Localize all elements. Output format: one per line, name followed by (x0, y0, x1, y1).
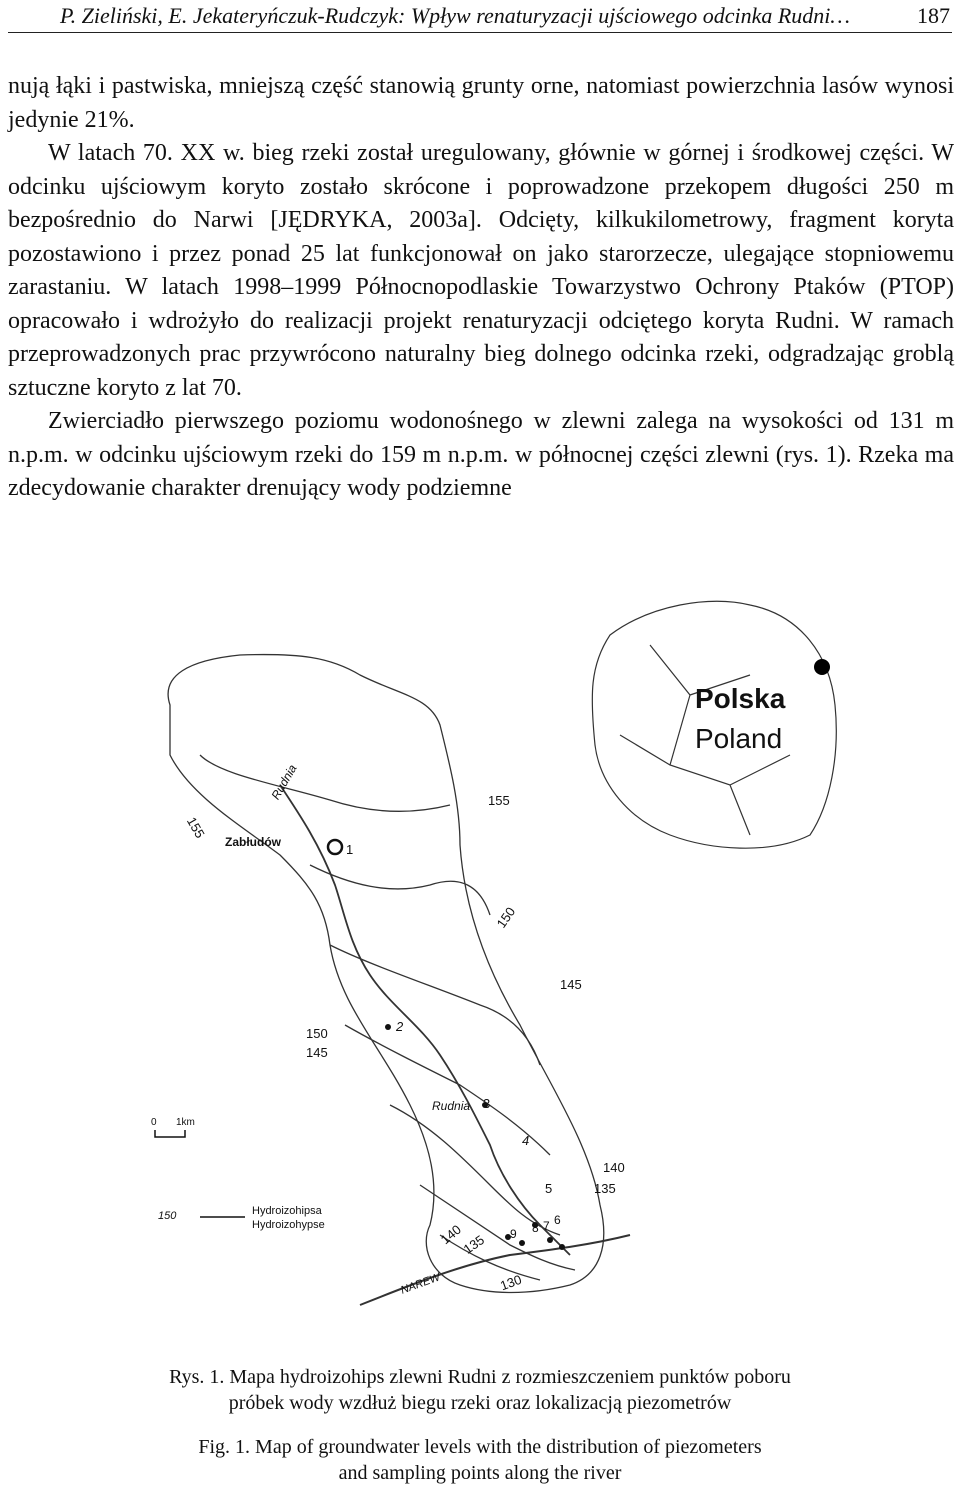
citation-author: JĘDRYKA (278, 207, 387, 233)
point-label: 3 (483, 1096, 491, 1111)
scale-bar (155, 1130, 185, 1137)
legend-label-pl: Hydroizohipsa (252, 1205, 322, 1217)
point-label: 9 (510, 1227, 517, 1241)
contour-label: 145 (560, 977, 582, 992)
contour-label: 135 (594, 1181, 616, 1196)
paragraph-text: W latach 70. XX w. bieg rzeki został uregulowany, głównie w górnej i środkowej części. W odcinku ujściowym koryto zostało skrócone i poprowadzone przekopem długości 250 m bezpośrednio do Narwi [ (8, 140, 954, 233)
river-narew (360, 1235, 630, 1305)
scale-label: 1km (176, 1117, 195, 1128)
caption-line: Rys. 1. Mapa hydroizohips zlewni Rudni z rozmieszczeniem punktów poboru (169, 1366, 791, 1388)
sampling-point (519, 1240, 525, 1246)
inset-label-pl: Polska (695, 683, 786, 714)
contour-label: 150 (493, 904, 519, 931)
hydroisohypse-map (130, 585, 930, 1345)
page-number: 187 (917, 3, 950, 28)
location-dot (814, 659, 830, 675)
legend-value: 150 (158, 1210, 177, 1222)
paragraph (8, 405, 954, 506)
sampling-point (547, 1237, 553, 1243)
contour-label: 145 (306, 1045, 328, 1060)
contour-label: 150 (306, 1026, 328, 1041)
point-label: 1 (346, 842, 354, 857)
contour-line (345, 1025, 550, 1155)
sampling-point (559, 1244, 565, 1250)
point-label: 2 (396, 1019, 404, 1034)
inset-label-en: Poland (695, 723, 783, 754)
point-label: 4 (522, 1133, 530, 1148)
river-label: NAREW (399, 1271, 442, 1297)
paragraph (8, 70, 954, 137)
river-label: Rudnia (268, 762, 300, 802)
running-title: P. Zieliński, E. Jekateryńczuk-Rudczyk: Wpływ renaturyzacji ujściowego odcinka Rudni… (60, 3, 850, 28)
paragraph (8, 137, 954, 405)
river-rudnia (280, 785, 570, 1255)
contour-line (440, 1235, 540, 1280)
paragraph-text: Zwierciadło pierwszego poziomu wodonośnego w zlewni zalega na wysokości od 131 m n.p.m. w odcinku ujściowym rzeki do 159 m n.p.m. w północnej części zlewni (rys. 1). Rzeka ma zdecydowanie charakter drenujący wody podziemne (8, 408, 954, 501)
paragraph-text: , 2003a]. Odcięty, kilkukilometrowy, fragment koryta pozostawiono i przez ponad 25 lat funkcjonował on jako starorzecze, ulegające stopniowemu zarastaniu. W latach 1998–1999 Północnopodlaskie Towarzystwo Ochrony Ptaków (PTOP) opracowało i wdrożyło do realizacji projekt renaturyzacji odciętego koryta Rudni. W ramach przeprowadzonych prac przywrócono naturalny bieg dolnego odcinka rzeki, odgradzając groblą sztuczne koryto z lat 70. (8, 207, 954, 401)
point-label: 7 (543, 1219, 550, 1233)
contour-line (390, 1105, 560, 1235)
town-label: Zabłudów (225, 835, 281, 849)
figure-caption-pl (0, 1364, 960, 1416)
contour-label: 155 (488, 793, 510, 808)
contour-label: 135 (460, 1232, 488, 1257)
sampling-point (385, 1024, 391, 1030)
running-header (8, 2, 952, 33)
caption-line: próbek wody wzdłuż biegu rzeki oraz lokalizacją piezometrów (228, 1392, 732, 1414)
river-label: Rudnia (432, 1099, 471, 1113)
catchment-boundary (168, 655, 604, 1293)
contour-line (200, 755, 450, 811)
point-label: 6 (554, 1213, 561, 1227)
contour-label: 140 (437, 1221, 464, 1248)
contour-label: 140 (603, 1160, 625, 1175)
scale-label: 0 (151, 1117, 157, 1128)
map-drawing (130, 585, 930, 1345)
caption-line: Fig. 1. Map of groundwater levels with the distribution of piezometers (198, 1436, 762, 1458)
body-text (8, 70, 954, 506)
figure-caption-en (0, 1434, 960, 1486)
sampling-point (328, 840, 342, 854)
paragraph-text: nują łąki i pastwiska, mniejszą część stanowią grunty orne, natomiast powierzchnia lasów wynosi jedynie 21%. (8, 73, 954, 133)
caption-line: and sampling points along the river (338, 1462, 622, 1484)
contour-label: 155 (183, 814, 208, 841)
point-label: 5 (545, 1181, 553, 1196)
contour-label: 130 (498, 1271, 524, 1294)
legend-label-en: Hydroizohypse (252, 1219, 325, 1231)
point-label: 8 (532, 1221, 539, 1235)
